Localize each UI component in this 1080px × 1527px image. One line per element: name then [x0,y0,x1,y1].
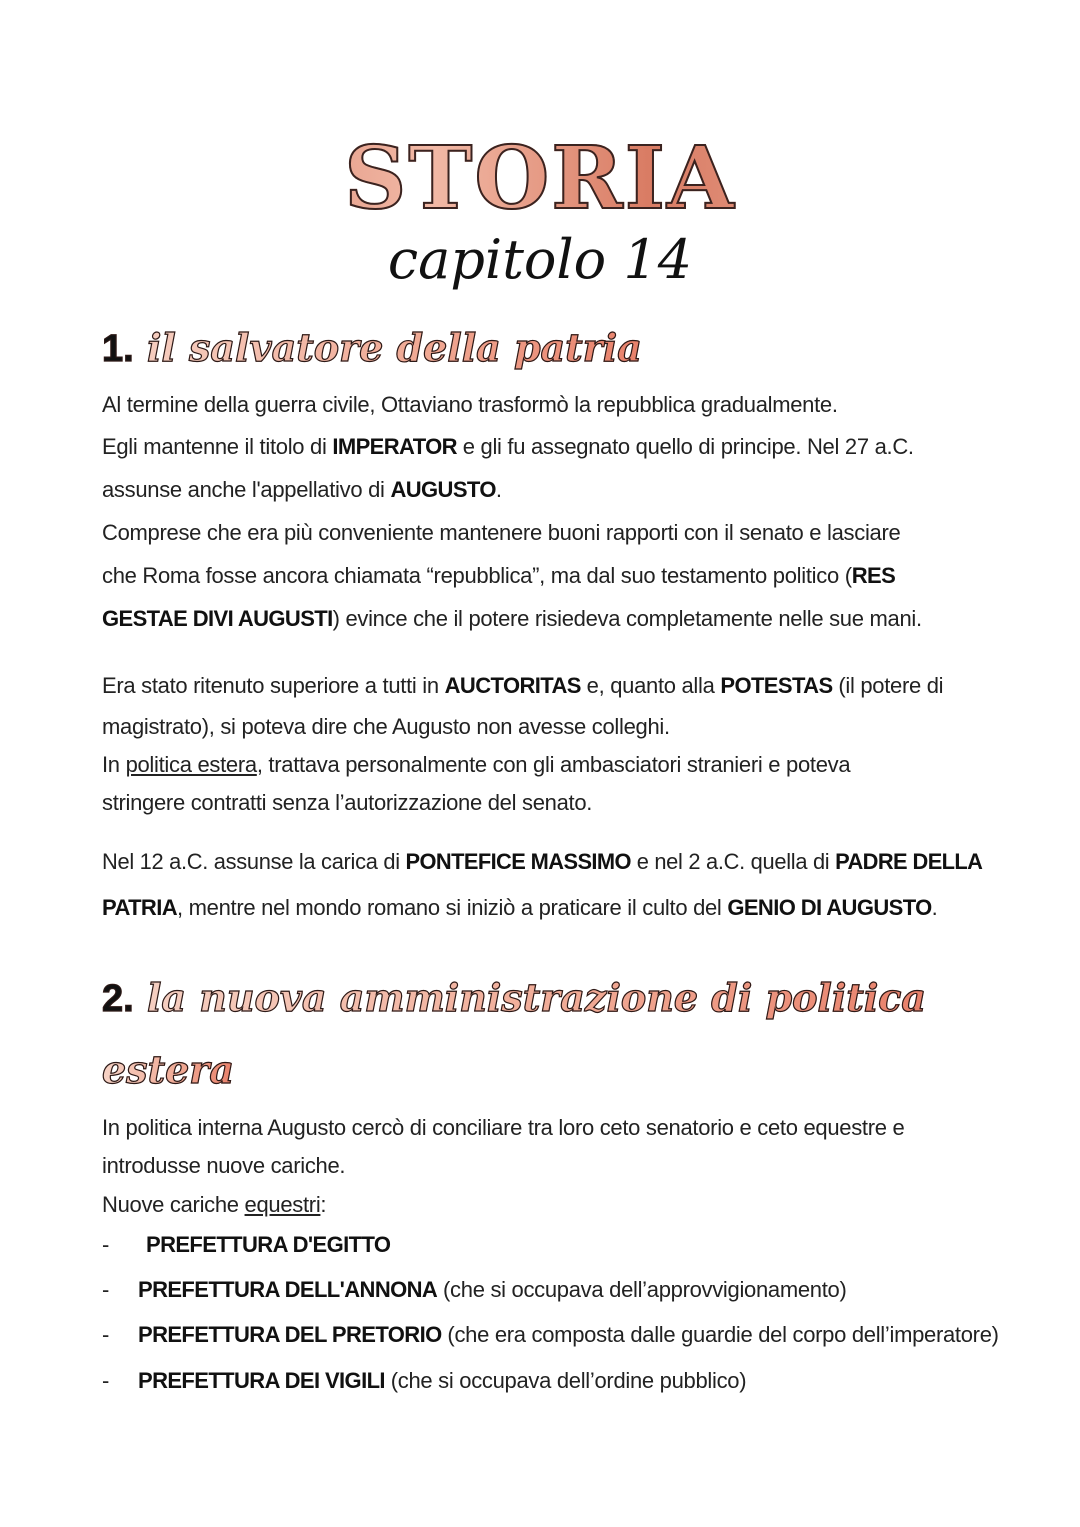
text-segment: magistrato), si poteva dire che Augusto non avesse colleghi. [102,714,670,739]
list-item [138,1322,999,1348]
bold-term: PONTEFICE MASSIMO [405,849,631,874]
bold-term: AUCTORITAS [444,673,581,698]
bold-term: RES [851,563,896,588]
paragraph-line [102,752,850,778]
section-title: il salvatore della patria [146,325,642,370]
bold-term: PREFETTURA DEI VIGILI [138,1368,385,1393]
paragraph-line [102,895,937,921]
paragraph-line [102,520,900,546]
paragraph-line [102,1192,326,1218]
section-1-heading [102,325,642,371]
text-segment: . [931,895,938,920]
text-segment: In [102,752,126,777]
underlined-text: politica estera [125,752,257,777]
paragraph-line [102,606,922,632]
text-segment: : [320,1192,327,1217]
paragraph-line [102,477,502,503]
underlined-text: equestri [244,1192,321,1217]
paragraph-line [102,392,838,418]
bullet-dash: - [102,1232,110,1257]
bullet-dash: - [102,1368,110,1393]
text-segment: Era stato ritenuto superiore a tutti in [102,673,445,698]
bold-term: GENIO DI AUGUSTO [727,895,932,920]
list-item [138,1277,847,1303]
text-segment: Comprese che era più conveniente mantenere buoni rapporti con il senato e lasciare [102,520,901,545]
bold-term: PREFETTURA DELL'ANNONA [138,1277,438,1302]
bullet-dash: - [102,1277,110,1302]
bold-term: AUGUSTO [390,477,496,502]
paragraph-line [102,434,914,460]
section-2-heading-continued: estera [102,1047,234,1092]
paragraph-line [102,714,670,740]
text-segment: Egli mantenne il titolo di [102,434,333,459]
text-segment: , trattava personalmente con gli ambasciatori stranieri e poteva [256,752,851,777]
text-segment: Nuove cariche [102,1192,245,1217]
text-segment: (che si occupava dell’approvvigionamento) [437,1277,847,1302]
list-item [138,1368,746,1394]
text-segment: ) evince che il potere risiedeva completamente nelle sue mani. [332,606,922,631]
bold-term: POTESTAS [720,673,833,698]
bold-term: IMPERATOR [332,434,457,459]
text-segment: introdusse nuove cariche. [102,1153,346,1178]
text-segment: che Roma fosse ancora chiamata “repubblica”, ma dal suo testamento politico ( [102,563,852,588]
text-segment: (che era composta dalle guardie del corpo dell’imperatore) [441,1322,999,1347]
list-item [146,1232,390,1258]
paragraph-line [102,849,982,875]
text-segment: , mentre nel mondo romano si iniziò a praticare il culto del [177,895,728,920]
section-title: la nuova amministrazione di politica [146,975,927,1020]
text-segment: e, quanto alla [580,673,721,698]
text-segment: (il potere di [832,673,944,698]
text-segment: . [495,477,502,502]
paragraph-line [102,563,895,589]
bullet-dash: - [102,1322,110,1347]
text-segment: e gli fu assegnato quello di principe. Nel 27 a.C. [456,434,914,459]
page-subtitle: capitolo 14 [387,228,693,291]
text-segment: e nel 2 a.C. quella di [630,849,836,874]
page-title: STORIA [0,128,1080,229]
text-segment: In politica interna Augusto cercò di conciliare tra loro ceto senatorio e ceto equestre e [102,1115,905,1140]
section-number: 2. [102,978,134,1020]
bold-term: PADRE DELLA [835,849,983,874]
section-2-heading [102,975,926,1021]
bold-term: GESTAE DIVI AUGUSTI [102,606,333,631]
section-number: 1. [102,328,134,370]
paragraph-line [102,1153,345,1179]
bold-term: PREFETTURA D'EGITTO [146,1232,391,1257]
paragraph-line [102,790,592,816]
paragraph-line [102,1115,904,1141]
text-segment: Nel 12 a.C. assunse la carica di [102,849,406,874]
text-segment: Al termine della guerra civile, Ottaviano trasformò la repubblica gradualmente. [102,392,838,417]
bold-term: PATRIA [102,895,178,920]
text-segment: (che si occupava dell’ordine pubblico) [384,1368,747,1393]
bold-term: PREFETTURA DEL PRETORIO [138,1322,442,1347]
text-segment: assunse anche l'appellativo di [102,477,391,502]
paragraph-line [102,673,943,699]
text-segment: stringere contratti senza l’autorizzazione del senato. [102,790,593,815]
